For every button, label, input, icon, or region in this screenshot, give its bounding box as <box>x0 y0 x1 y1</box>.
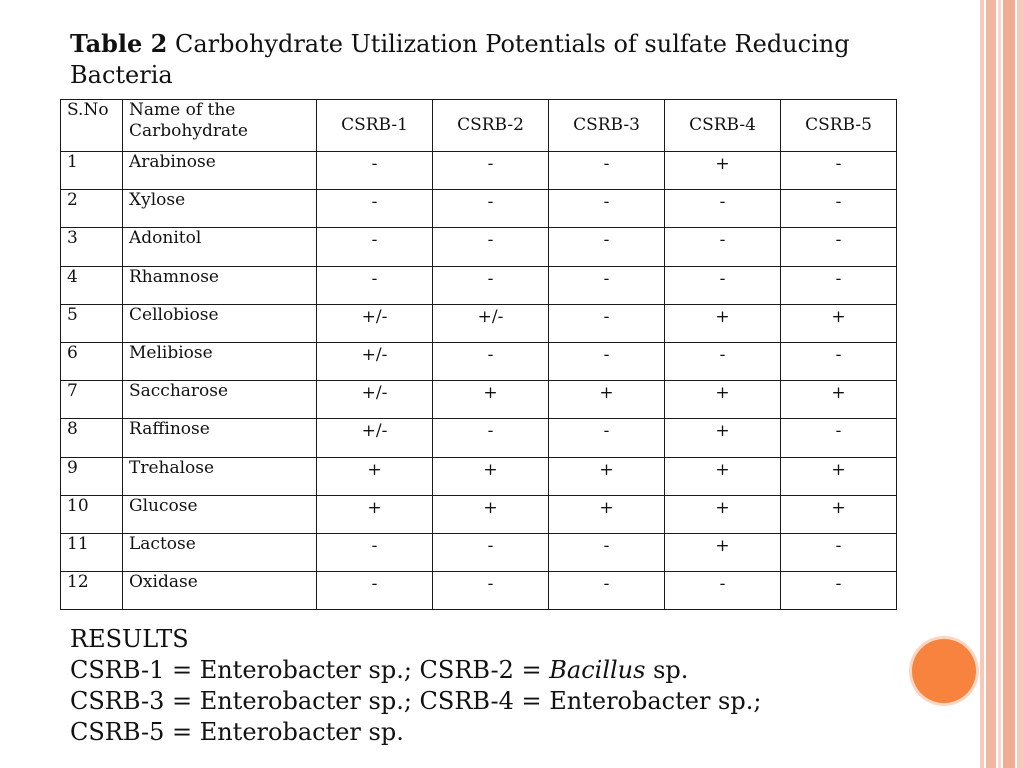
accent-circle <box>912 639 976 703</box>
cell-result-csrb-2: - <box>433 266 549 304</box>
table-row <box>61 266 897 304</box>
cell-sno: 12 <box>61 572 123 610</box>
decorative-stripe <box>1003 0 1015 768</box>
cell-result-csrb-2: + <box>433 457 549 495</box>
cell-result-csrb-4: + <box>665 457 781 495</box>
cell-result-csrb-2: - <box>433 228 549 266</box>
cell-result-csrb-5: + <box>781 495 897 533</box>
cell-result-csrb-5: - <box>781 152 897 190</box>
cell-result-csrb-2: + <box>433 381 549 419</box>
cell-result-csrb-1: - <box>317 266 433 304</box>
cell-carbohydrate-name: Oxidase <box>123 572 317 610</box>
table-label: Table 2 <box>70 29 168 58</box>
cell-carbohydrate-name: Melibiose <box>123 342 317 380</box>
table-row <box>61 152 897 190</box>
cell-sno: 3 <box>61 228 123 266</box>
cell-result-csrb-4: + <box>665 419 781 457</box>
cell-result-csrb-2: - <box>433 572 549 610</box>
results-line-2: CSRB-3 = Enterobacter sp.; CSRB-4 = Enterobacter sp.; <box>70 687 762 715</box>
header-csrb-5: CSRB-5 <box>781 100 897 152</box>
cell-result-csrb-2: +/- <box>433 304 549 342</box>
cell-carbohydrate-name: Saccharose <box>123 381 317 419</box>
cell-result-csrb-3: - <box>549 304 665 342</box>
cell-result-csrb-3: + <box>549 457 665 495</box>
results-line-1-start: CSRB-1 = Enterobacter sp.; CSRB-2 = <box>70 656 550 684</box>
table-row <box>61 419 897 457</box>
cell-sno: 2 <box>61 190 123 228</box>
cell-sno: 7 <box>61 381 123 419</box>
cell-result-csrb-5: + <box>781 457 897 495</box>
decorative-stripe <box>980 0 984 768</box>
results-genus: Bacillus <box>549 656 646 684</box>
decorative-stripe <box>986 0 996 768</box>
cell-sno: 5 <box>61 304 123 342</box>
results-line-1-end: sp. <box>645 656 689 684</box>
cell-result-csrb-1: + <box>317 457 433 495</box>
header-name: Name of the Carbohydrate <box>123 100 317 152</box>
cell-sno: 4 <box>61 266 123 304</box>
cell-result-csrb-5: - <box>781 266 897 304</box>
table-row <box>61 342 897 380</box>
cell-result-csrb-1: +/- <box>317 304 433 342</box>
cell-result-csrb-1: +/- <box>317 381 433 419</box>
table-row <box>61 533 897 571</box>
cell-result-csrb-1: - <box>317 533 433 571</box>
cell-sno: 9 <box>61 457 123 495</box>
cell-result-csrb-2: - <box>433 190 549 228</box>
results-line-1 <box>70 655 761 686</box>
cell-sno: 1 <box>61 152 123 190</box>
table-row <box>61 457 897 495</box>
decorative-stripe <box>1017 0 1024 768</box>
cell-result-csrb-5: + <box>781 304 897 342</box>
cell-result-csrb-4: - <box>665 190 781 228</box>
cell-result-csrb-1: - <box>317 228 433 266</box>
cell-result-csrb-3: - <box>549 342 665 380</box>
cell-result-csrb-1: +/- <box>317 419 433 457</box>
cell-result-csrb-2: - <box>433 152 549 190</box>
header-row <box>61 100 897 152</box>
cell-result-csrb-3: + <box>549 495 665 533</box>
cell-carbohydrate-name: Glucose <box>123 495 317 533</box>
cell-sno: 11 <box>61 533 123 571</box>
cell-result-csrb-3: - <box>549 228 665 266</box>
header-csrb-1: CSRB-1 <box>317 100 433 152</box>
results-line-3: CSRB-5 = Enterobacter sp. <box>70 718 404 746</box>
cell-result-csrb-3: - <box>549 190 665 228</box>
table-row <box>61 228 897 266</box>
cell-result-csrb-2: - <box>433 533 549 571</box>
cell-sno: 10 <box>61 495 123 533</box>
table-row <box>61 572 897 610</box>
header-csrb-4: CSRB-4 <box>665 100 781 152</box>
table-row <box>61 495 897 533</box>
table-body <box>61 152 897 610</box>
cell-result-csrb-4: + <box>665 533 781 571</box>
cell-result-csrb-4: - <box>665 228 781 266</box>
cell-carbohydrate-name: Raffinose <box>123 419 317 457</box>
cell-result-csrb-2: - <box>433 419 549 457</box>
cell-carbohydrate-name: Trehalose <box>123 457 317 495</box>
cell-result-csrb-3: + <box>549 381 665 419</box>
results-heading: RESULTS <box>70 625 189 653</box>
cell-result-csrb-5: - <box>781 228 897 266</box>
cell-result-csrb-4: + <box>665 381 781 419</box>
carbohydrate-table <box>60 99 897 610</box>
cell-result-csrb-4: - <box>665 266 781 304</box>
table-title <box>70 28 870 91</box>
cell-carbohydrate-name: Lactose <box>123 533 317 571</box>
cell-result-csrb-1: + <box>317 495 433 533</box>
cell-result-csrb-5: - <box>781 419 897 457</box>
cell-result-csrb-1: +/- <box>317 342 433 380</box>
table-row <box>61 190 897 228</box>
cell-carbohydrate-name: Rhamnose <box>123 266 317 304</box>
cell-sno: 8 <box>61 419 123 457</box>
table-row <box>61 304 897 342</box>
cell-result-csrb-5: + <box>781 381 897 419</box>
cell-result-csrb-3: - <box>549 152 665 190</box>
cell-carbohydrate-name: Arabinose <box>123 152 317 190</box>
cell-result-csrb-5: - <box>781 533 897 571</box>
table-row <box>61 381 897 419</box>
cell-result-csrb-4: + <box>665 495 781 533</box>
decorative-stripe <box>998 0 1001 768</box>
cell-result-csrb-4: - <box>665 342 781 380</box>
cell-result-csrb-2: + <box>433 495 549 533</box>
cell-carbohydrate-name: Cellobiose <box>123 304 317 342</box>
cell-result-csrb-4: + <box>665 152 781 190</box>
header-sno: S.No <box>61 100 123 152</box>
header-csrb-2: CSRB-2 <box>433 100 549 152</box>
header-csrb-3: CSRB-3 <box>549 100 665 152</box>
cell-carbohydrate-name: Xylose <box>123 190 317 228</box>
cell-carbohydrate-name: Adonitol <box>123 228 317 266</box>
results-section <box>70 624 761 748</box>
cell-result-csrb-1: - <box>317 152 433 190</box>
cell-result-csrb-1: - <box>317 572 433 610</box>
cell-result-csrb-5: - <box>781 572 897 610</box>
cell-result-csrb-3: - <box>549 419 665 457</box>
cell-result-csrb-3: - <box>549 533 665 571</box>
cell-result-csrb-3: - <box>549 572 665 610</box>
cell-sno: 6 <box>61 342 123 380</box>
cell-result-csrb-4: + <box>665 304 781 342</box>
cell-result-csrb-3: - <box>549 266 665 304</box>
cell-result-csrb-2: - <box>433 342 549 380</box>
cell-result-csrb-1: - <box>317 190 433 228</box>
cell-result-csrb-4: - <box>665 572 781 610</box>
table-caption: Carbohydrate Utilization Potentials of sulfate Reducing Bacteria <box>70 30 850 89</box>
cell-result-csrb-5: - <box>781 190 897 228</box>
cell-result-csrb-5: - <box>781 342 897 380</box>
